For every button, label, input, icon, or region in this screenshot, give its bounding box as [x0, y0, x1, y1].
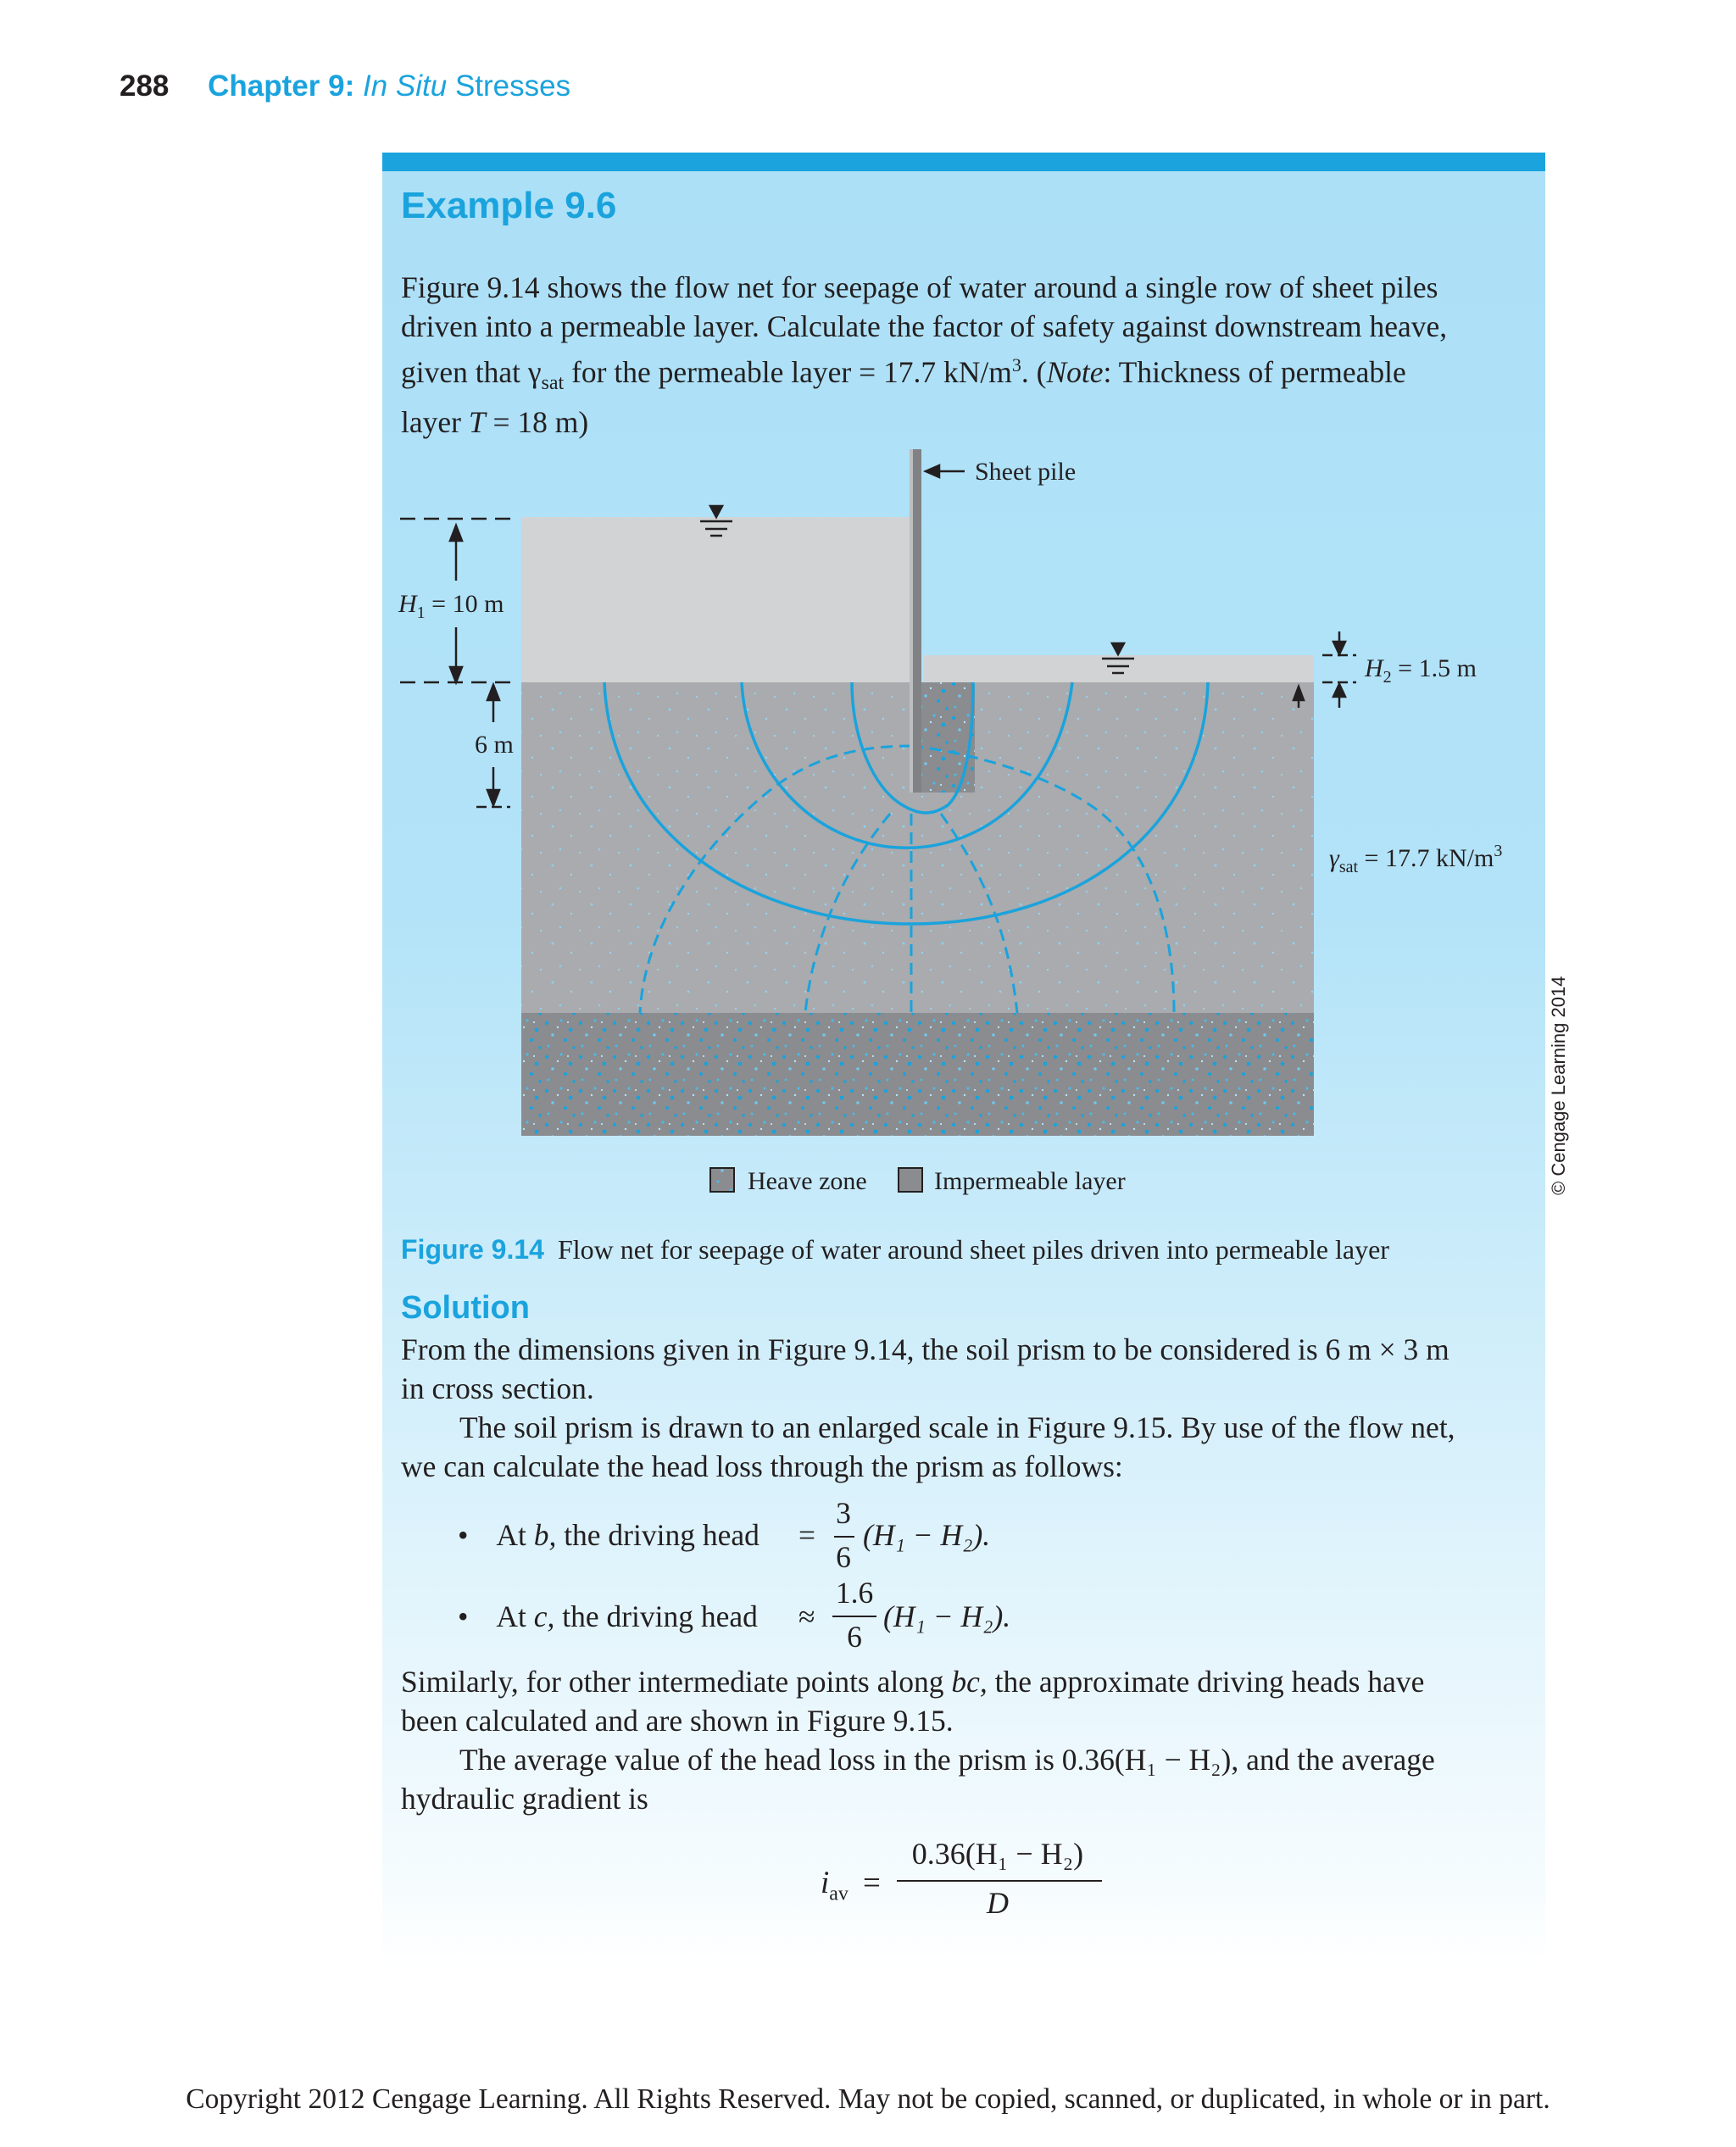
bullet-b-fraction-bar [834, 1536, 854, 1538]
legend-swatch-impermeable [899, 1168, 922, 1192]
problem-note: Note [1046, 354, 1104, 389]
problem-sup: 3 [1011, 354, 1021, 375]
figure-caption [401, 1234, 1389, 1265]
solution-p3-text: Similarly, for other intermediate points along [401, 1665, 952, 1699]
page-number: 288 [120, 70, 170, 103]
solution-paragraph-4 [401, 1740, 1524, 1818]
bullet-b-denominator: 6 [836, 1540, 851, 1574]
legend-impermeable-layer: Impermeable layer [934, 1167, 1126, 1195]
bullet-b-point: b, [533, 1518, 557, 1552]
equation-i: i [821, 1866, 830, 1900]
problem-line-1: Figure 9.14 shows the flow net for seepage of water around a single row of sheet piles [401, 270, 1438, 304]
bullet-dot: • [458, 1518, 469, 1552]
problem-text: . ( [1021, 354, 1047, 389]
problem-line-3 [401, 346, 1524, 403]
label-gamma-sat: $\gamma_{sat} = 17.7$ $kN/m^3$ [1329, 842, 1503, 876]
chapter-prefix: Chapter 9: [208, 70, 355, 103]
bullet-b-text: At [496, 1518, 534, 1552]
equation-lhs [821, 1865, 849, 1905]
solution-paragraph-3 [401, 1662, 1524, 1740]
label-sheet-pile: Sheet pile [975, 458, 1077, 486]
solution-p3-bc: bc, [951, 1665, 988, 1699]
solution-heading: Solution [401, 1290, 530, 1326]
example-top-bar [382, 153, 1545, 171]
problem-text: layer [401, 404, 469, 439]
problem-text: for the permeable layer = 17.7 kN/m [564, 354, 1012, 389]
legend-heave-zone: Heave zone [748, 1167, 867, 1195]
problem-line-2: driven into a permeable layer. Calculate the factor of safety against downstream heave, [401, 309, 1448, 343]
bullet-dot: • [458, 1599, 469, 1633]
solution-paragraph-2 [401, 1408, 1524, 1486]
bullet-c [458, 1599, 758, 1634]
solution-paragraph-1 [401, 1330, 1524, 1408]
solution-p1-line2: in cross section. [401, 1371, 594, 1405]
bullet-c-relation: ≈ [798, 1599, 815, 1633]
bullet-c-text: At [496, 1599, 534, 1633]
equation-relation: = [863, 1866, 881, 1900]
equation-denominator: D [987, 1886, 1009, 1920]
figure-caption-text: Flow net for seepage of water around sheet piles driven into permeable layer [557, 1234, 1389, 1265]
upstream-water [521, 517, 910, 682]
solution-p2-line1: The soil prism is drawn to an enlarged scale in Figure 9.15. By use of the flow net, [459, 1410, 1455, 1444]
problem-gamma-sub: sat [541, 371, 565, 394]
flow-net-figure [390, 446, 1543, 1209]
equation-fraction-bar [897, 1880, 1102, 1882]
bullet-b-relation: = [798, 1518, 816, 1552]
problem-gamma: given that γ [401, 354, 542, 389]
bullet-c-text: the driving head [554, 1599, 758, 1633]
bullet-b-numerator: 3 [836, 1496, 851, 1530]
copyright-footer: Copyright 2012 Cengage Learning. All Rights Reserved. May not be copied, scanned, or duplicated, in whole or in part. [186, 2083, 1550, 2115]
bullet-c-expression: (H₁ − H₂). [883, 1599, 1011, 1633]
solution-p3-text: the approximate driving heads have [987, 1665, 1425, 1699]
equation-sub: av [829, 1883, 849, 1905]
solution-p1-line1: From the dimensions given in Figure 9.14, the soil prism to be considered is 6 m × 3 m [401, 1332, 1449, 1366]
solution-p2-line2: we can calculate the head loss through the prism as follows: [401, 1449, 1123, 1483]
solution-p3-line1 [401, 1662, 1524, 1701]
sheet-pile-arrow [926, 465, 965, 477]
heave-zone [917, 682, 975, 793]
running-header [120, 70, 570, 103]
problem-statement [401, 268, 1524, 442]
solution-p4-line1: The average value of the head loss in the prism is 0.36(H₁ − H₂), and the average [459, 1743, 1435, 1777]
bullet-b [458, 1517, 760, 1553]
problem-text: : Thickness of permeable [1103, 354, 1406, 389]
bullet-c-numerator: 1.6 [835, 1576, 874, 1610]
chapter-title-rest: Stresses [454, 70, 571, 103]
legend-swatch-heave [710, 1168, 734, 1192]
bullet-b-expression: (H₁ − H₂). [863, 1518, 991, 1552]
label-6m: 6 m [475, 731, 514, 759]
chapter-title-italic: In Situ [362, 70, 448, 103]
bullet-c-fraction-bar [832, 1616, 876, 1617]
solution-p4-line2: hydraulic gradient is [401, 1782, 648, 1816]
bullet-c-denominator: 6 [847, 1620, 862, 1654]
label-H2: $H_2 = 1.5$ m [1365, 654, 1477, 687]
problem-text: = 18 m) [485, 404, 589, 439]
figure-number: Figure 9.14 [401, 1234, 544, 1265]
bullet-b-text: the driving head [556, 1518, 760, 1552]
solution-p3-line2: been calculated and are shown in Figure 9.15. [401, 1704, 954, 1738]
problem-line-4 [401, 403, 1524, 442]
problem-T: T [468, 404, 486, 439]
impermeable-layer [521, 1013, 1314, 1136]
equation-numerator: 0.36(H₁ − H₂) [911, 1837, 1084, 1871]
bullet-c-point: c, [533, 1599, 555, 1633]
example-title: Example 9.6 [401, 185, 617, 226]
chapter-title [208, 70, 570, 103]
label-H1: $H_1 = 10$ m [398, 590, 504, 622]
side-credit: © Cengage Learning 2014 [1548, 976, 1569, 1195]
